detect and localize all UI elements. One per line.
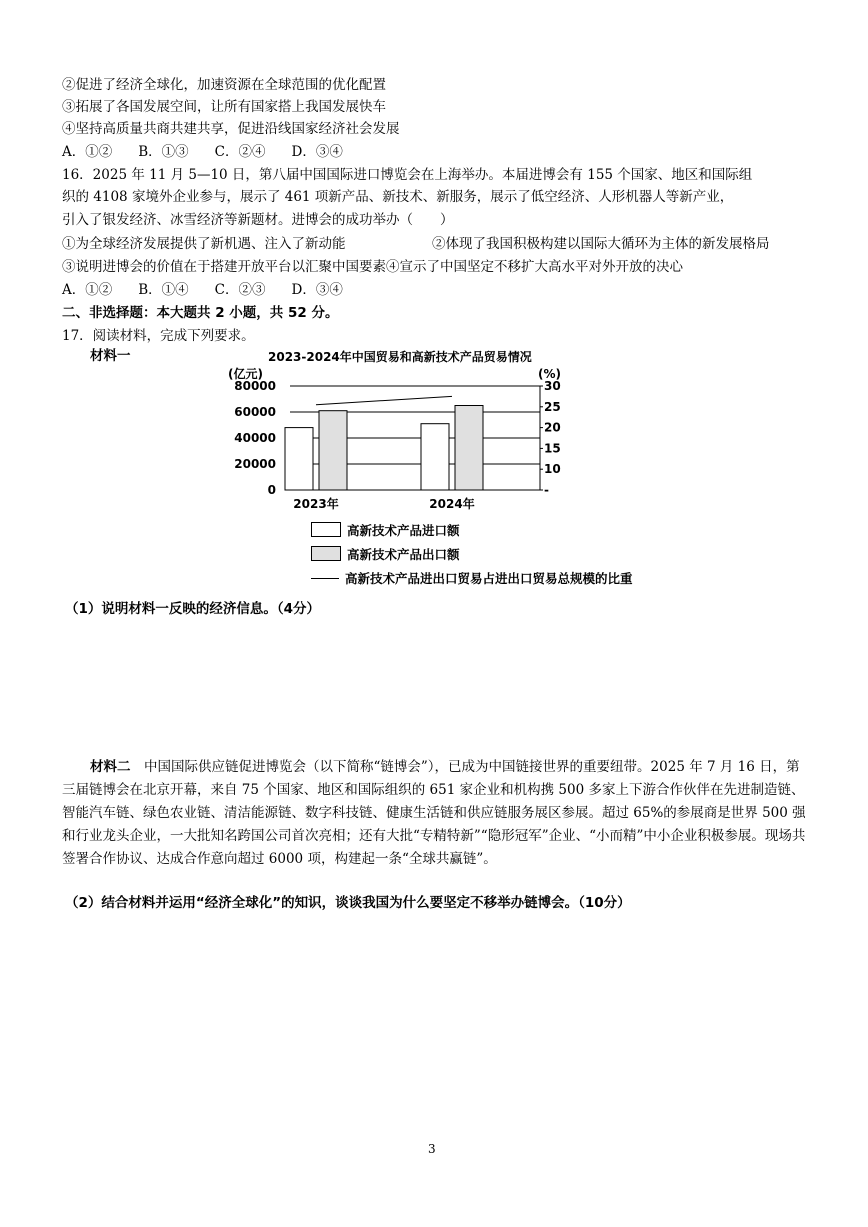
q15-statement-3: ③拓展了各国发展空间，让所有国家搭上我国发展快车 — [62, 99, 386, 115]
q16-statement-3: ③说明进博会的价值在于搭建开放平台以汇聚中国要素 — [62, 259, 386, 275]
bar — [319, 411, 347, 490]
bar — [421, 424, 449, 490]
q15-option-b[interactable]: B．①③ — [138, 144, 189, 160]
bar — [285, 428, 313, 490]
x-tick-label: 2023年 — [293, 497, 339, 511]
legend-swatch-import — [311, 522, 341, 537]
q16-option-b[interactable]: B．①④ — [138, 282, 189, 298]
legend-swatch-export — [311, 546, 341, 561]
trade-bar-chart — [220, 362, 600, 512]
y-axis-unit: (亿元) — [228, 367, 263, 381]
legend-import — [311, 521, 460, 539]
chart-title: 2023-2024年中国贸易和高新技术产品贸易情况 — [268, 350, 532, 364]
material-2-text: 中国国际供应链促进博览会（以下简称“链博会”），已成为中国链接世界的重要纽带。2025 年 7 月 16 日，第三届链博会在北京开幕，来自 75 个国家、地区和国际组织的 651 家企业和机构携 500 多家上下游合作伙伴在先进制造链、智能汽车链、绿色农业链、清洁能源链、数字科技链、健康生活链和供应链服务展区参展。超过 65%的参展商是世界 500 强和行业龙头企业，一大批知名跨国公司首次亮相；还有大批“专精特新”“隐形冠军”企业、“小而精”中小企业积极参展。现场共签署合作协议、达成合作意向超过 6000 项，构建起一条“全球共赢链”。 — [62, 759, 806, 867]
q16-statement-4: ④宣示了中国坚定不移扩大高水平对外开放的决心 — [386, 259, 683, 275]
y-tick-label: 20000 — [234, 457, 276, 471]
y2-axis-unit: (%) — [538, 367, 561, 381]
legend-ratio — [311, 569, 633, 587]
x-tick-label: 2024年 — [429, 497, 475, 511]
material-2-paragraph — [62, 756, 810, 871]
material-1-label: 材料一 — [90, 348, 131, 364]
legend-label-export: 高新技术产品出口额 — [347, 547, 460, 562]
q17-part1-question: （1）说明材料一反映的经济信息。（4分） — [65, 601, 321, 617]
q16-statement-1: ①为全球经济发展提供了新机遇、注入了新动能 — [62, 236, 346, 252]
y2-tick-label: 15 — [544, 441, 561, 456]
q15-option-c[interactable]: C．②④ — [214, 144, 266, 160]
y-tick-label: 40000 — [234, 431, 276, 445]
bar — [455, 406, 483, 491]
legend-label-import: 高新技术产品进口额 — [347, 523, 460, 538]
y2-tick-label: 30 — [544, 379, 561, 393]
y2-tick-label: 25 — [544, 399, 561, 414]
y2-tick-label: 10 — [544, 462, 561, 477]
q16-statements-row1 — [62, 235, 770, 253]
y2-tick-label: - — [544, 483, 549, 497]
q16-stem-line3: 引入了银发经济、冰雪经济等新题材。进博会的成功举办（ ） — [62, 212, 454, 228]
y-tick-label: 80000 — [234, 379, 276, 393]
q15-option-d[interactable]: D．③④ — [291, 144, 343, 160]
ratio-line — [316, 396, 452, 404]
q15-statement-4: ④坚持高质量共商共建共享，促进沿线国家经济社会发展 — [62, 121, 400, 137]
q15-statement-2: ②促进了经济全球化，加速资源在全球范围的优化配置 — [62, 77, 386, 93]
material-2-label: 材料二 — [90, 759, 131, 775]
q15-options — [62, 143, 369, 161]
legend-label-ratio: 高新技术产品进出口贸易占进出口贸易总规模的比重 — [345, 571, 633, 586]
section-2-heading: 二、非选择题：本大题共 2 小题，共 52 分。 — [62, 305, 339, 321]
page-number: 3 — [428, 1142, 436, 1156]
y-tick-label: 60000 — [234, 405, 276, 419]
q16-stem-line1: 16．2025 年 11 月 5—10 日，第八届中国国际进口博览会在上海举办。本届进博会有 155 个国家、地区和国际组 — [62, 167, 753, 183]
legend-swatch-ratio — [311, 578, 339, 579]
q16-stem-line2: 织的 4108 家境外企业参与，展示了 461 项新产品、新技术、新服务，展示了低空经济、人形机器人等新产业， — [62, 189, 734, 205]
q15-option-a[interactable]: A．①② — [62, 144, 113, 160]
q17-intro: 17．阅读材料，完成下列要求。 — [62, 328, 255, 344]
q16-statement-2: ②体现了我国积极构建以国际大循环为主体的新发展格局 — [432, 236, 770, 252]
legend-export — [311, 545, 460, 563]
q17-part2-question: （2）结合材料并运用“经济全球化”的知识，谈谈我国为什么要坚定不移举办链博会。（10分） — [65, 895, 631, 911]
q16-statements-row2 — [62, 258, 683, 276]
q16-options — [62, 281, 369, 299]
q16-option-d[interactable]: D．③④ — [291, 282, 343, 298]
q16-option-c[interactable]: C．②③ — [214, 282, 266, 298]
y2-tick-label: 20 — [544, 420, 561, 435]
y-tick-label: 0 — [267, 483, 276, 497]
q16-option-a[interactable]: A．①② — [62, 282, 113, 298]
